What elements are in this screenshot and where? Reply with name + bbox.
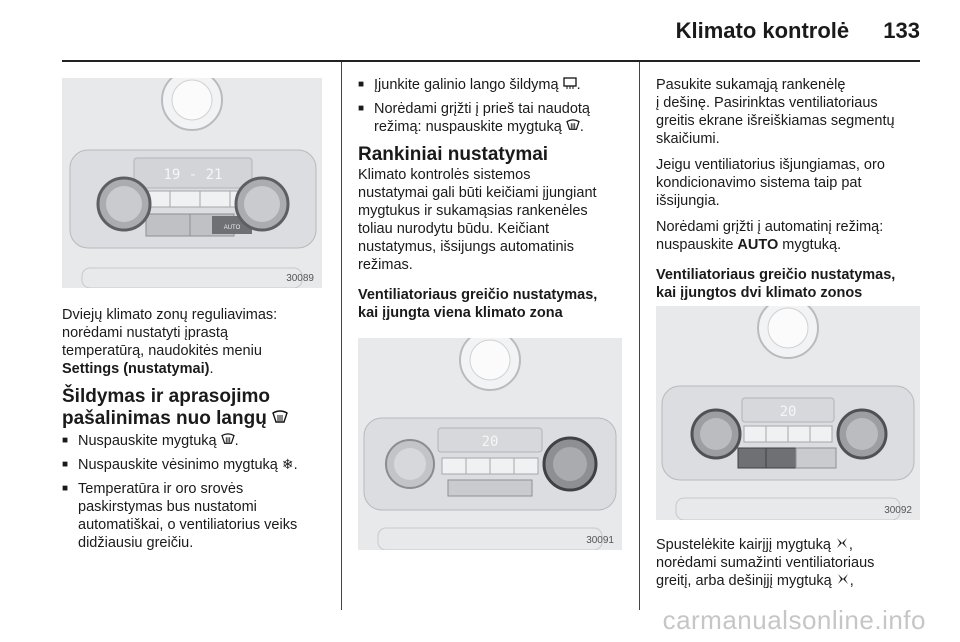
page-title: Klimato kontrolė [675, 18, 850, 43]
figure-display-text: 20 [779, 404, 797, 420]
intro-paragraph [62, 306, 334, 378]
left-column-text [62, 306, 334, 558]
paragraph-line: režimas. [358, 257, 413, 273]
paragraph-line: Klimato kontrolės sistemos [358, 167, 531, 183]
auto-term: AUTO [737, 237, 779, 253]
paragraph-line-end: , [848, 537, 853, 553]
subheading-dual-zone [656, 266, 924, 302]
column-divider-1 [341, 62, 342, 610]
subheading-single-zone [358, 286, 630, 322]
figure-climate-panel-dual-zone [656, 306, 920, 520]
subheading-line-1: Ventiliatoriaus greičio nustatymas, [358, 287, 598, 303]
figure-auto-label: AUTO [223, 225, 241, 231]
paragraph-line: kondicionavimo sistema taip pat [656, 175, 862, 191]
page-number: 133 [883, 18, 920, 43]
paragraph-line: Norėdami grįžti į automatinį režimą: [656, 219, 884, 235]
page-header [676, 18, 920, 44]
list-item [62, 456, 334, 474]
figure-number: 30091 [586, 535, 614, 546]
list-item-line-4: didžiausiu greičiu. [78, 535, 194, 551]
paragraph-line: toliau nurodytu būdu. Keičiant [358, 221, 550, 237]
paragraph-line: Spustelėkite kairįjį mygtuką [656, 537, 831, 553]
list-item [358, 100, 630, 136]
paragraph-line-end: mygtuką. [782, 237, 842, 253]
paragraph-line: išsijungia. [656, 193, 720, 209]
paragraph-line-end: , [849, 573, 854, 589]
figure-climate-panel-dual [62, 78, 322, 288]
fan-paragraph-2 [656, 156, 924, 210]
watermark: carmanualsonline.info [662, 605, 926, 635]
subheading-line-1: Ventiliatoriaus greičio nustatymas, [656, 267, 896, 283]
fan-paragraph-1 [656, 76, 924, 148]
subheading-line-2: kai įjungtos dvi klimato zonos [656, 285, 863, 301]
header-rule [62, 60, 920, 62]
figure-number: 30092 [884, 505, 912, 516]
paragraph-line: nustatymus, išsijungs automatinis [358, 239, 574, 255]
fan-icon [836, 573, 850, 587]
right-column-text [656, 76, 924, 310]
list-item-text: Nuspauskite vėsinimo mygtuką [78, 457, 278, 473]
list-item [62, 432, 334, 450]
intro-line-1: Dviejų klimato zonų reguliavimas: [62, 307, 278, 323]
paragraph-line: greitis ekrane išreiškiamas segmentų [656, 113, 895, 129]
list-item-line-3: automatiškai, o ventiliatorius veiks [78, 517, 298, 533]
intro-line-2: norėdami nustatyti įprastą [62, 325, 229, 341]
paragraph-line: greitį, arba dešinįjį mygtuką [656, 573, 832, 589]
column-divider-2 [639, 62, 640, 610]
heading-line-1: Šildymas ir aprasojimo [62, 386, 271, 407]
section-heading-manual: Rankiniai nustatymai [358, 144, 549, 165]
list-item-line-2: paskirstymas bus nustatomi [78, 499, 257, 515]
paragraph-line: nuspauskite [656, 237, 734, 253]
intro-line-3: temperatūrą, naudokitės meniu [62, 343, 262, 359]
list-item-end: . [234, 433, 239, 449]
rear-window-steps-list [358, 76, 630, 136]
figure-display-text: 20 [481, 434, 499, 450]
list-item [62, 480, 334, 552]
paragraph-line: Pasukite sukamąją rankenėlę [656, 77, 846, 93]
middle-column-text [358, 76, 630, 330]
settings-menu-term: Settings (nustatymai) [62, 361, 210, 377]
list-item-line-1: Temperatūra ir oro srovės [78, 481, 244, 497]
list-item [358, 76, 630, 94]
snowflake-icon: ❄ [281, 456, 294, 472]
rear-window-heat-icon [563, 77, 577, 91]
list-item-end: . [293, 457, 298, 473]
list-item-line-1: Norėdami grįžti į prieš tai naudotą [374, 101, 590, 117]
fan-paragraph-3 [656, 218, 924, 254]
paragraph-line: skaičiumi. [656, 131, 720, 147]
list-item-end: . [576, 77, 581, 93]
paragraph-line: mygtukus ir sukamąsias rankenėles [358, 203, 588, 219]
right-column-bottom-text [656, 536, 924, 598]
windshield-defrost-icon [566, 119, 580, 133]
paragraph-line: Jeigu ventiliatorius išjungiamas, oro [656, 157, 885, 173]
list-item-text: Nuspauskite mygtuką [78, 433, 217, 449]
subheading-line-2: kai įjungta viena klimato zona [358, 305, 563, 321]
manual-paragraph [358, 166, 630, 274]
list-item-text: Įjunkite galinio lango šildymą [374, 77, 559, 93]
heating-steps-list [62, 432, 334, 552]
intro-end: . [209, 361, 214, 377]
list-item-line-2: režimą: nuspauskite mygtuką [374, 119, 562, 135]
windshield-defrost-icon [272, 410, 288, 426]
list-item-end: . [579, 119, 584, 135]
section-heading-heating [62, 386, 334, 430]
fan-icon [835, 537, 849, 551]
heading-line-2: pašalinimas nuo langų [62, 408, 267, 429]
paragraph-line: norėdami sumažinti ventiliatoriaus [656, 555, 875, 571]
figure-number: 30089 [286, 273, 314, 284]
figure-display-text: 19 - 21 [163, 167, 223, 183]
windshield-defrost-icon [221, 433, 235, 447]
paragraph-line: nustatymai gali būti keičiami įjungiant [358, 185, 597, 201]
fan-button-paragraph [656, 536, 924, 590]
paragraph-line: į dešinę. Pasirinktas ventiliatoriaus [656, 95, 878, 111]
figure-climate-panel-single-zone [358, 338, 622, 550]
